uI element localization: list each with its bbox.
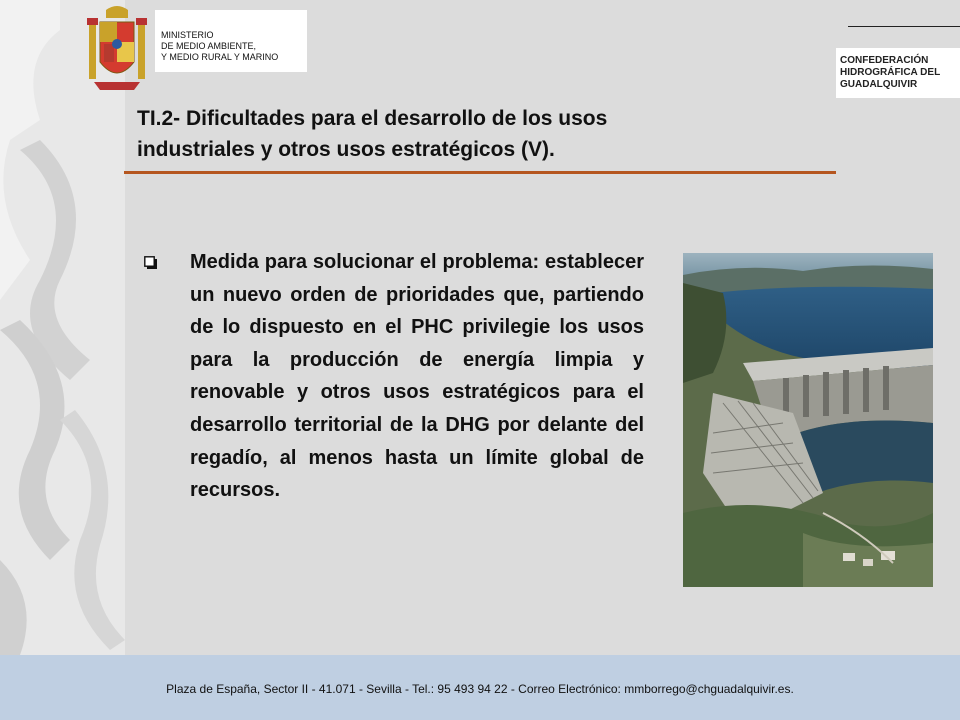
- confederation-line: HIDROGRÁFICA DEL: [840, 67, 941, 78]
- title-underline: [124, 171, 836, 174]
- spain-coat-of-arms-logo: [84, 4, 150, 94]
- confederation-logo-box: [836, 48, 960, 98]
- ministry-name: [161, 30, 278, 63]
- confederation-line: GUADALQUIVIR: [840, 79, 918, 90]
- checkbox-square-icon: [144, 256, 158, 270]
- dam-reservoir-photo: [683, 253, 933, 587]
- slide-title-line: industriales y otros usos estratégicos (V).: [137, 138, 555, 161]
- header-rule: [848, 26, 960, 27]
- slide-title: [137, 103, 837, 165]
- confederation-line: CONFEDERACIÓN: [840, 55, 929, 66]
- bullet-text: Medida para solucionar el problema: establecer un nuevo orden de prioridades que, partiendo de lo dispuesto en el PHC privilegie los usos para la producción de energía limpia y renovable y otros usos estratégicos para el desarrollo territorial de la DHG por delante del regadío, al menos hasta un límite global de recursos.: [190, 251, 644, 502]
- ministry-line: DE MEDIO AMBIENTE,: [161, 41, 257, 51]
- ministry-line: Y MEDIO RURAL Y MARINO: [161, 52, 279, 62]
- confederation-name: [840, 55, 940, 91]
- slide-title-line: TI.2- Dificultades para el desarrollo de los usos: [137, 107, 608, 130]
- footer-contact-text: Plaza de España, Sector II - 41.071 - Sevilla - Tel.: 95 493 94 22 - Correo Electrónico: mmborrego@chguadalquivir.es.: [166, 682, 794, 696]
- ministry-line: MINISTERIO: [161, 30, 214, 40]
- ministry-logo-box: [155, 10, 307, 72]
- footer-band: [0, 655, 960, 720]
- decorative-side-strip: [0, 0, 125, 655]
